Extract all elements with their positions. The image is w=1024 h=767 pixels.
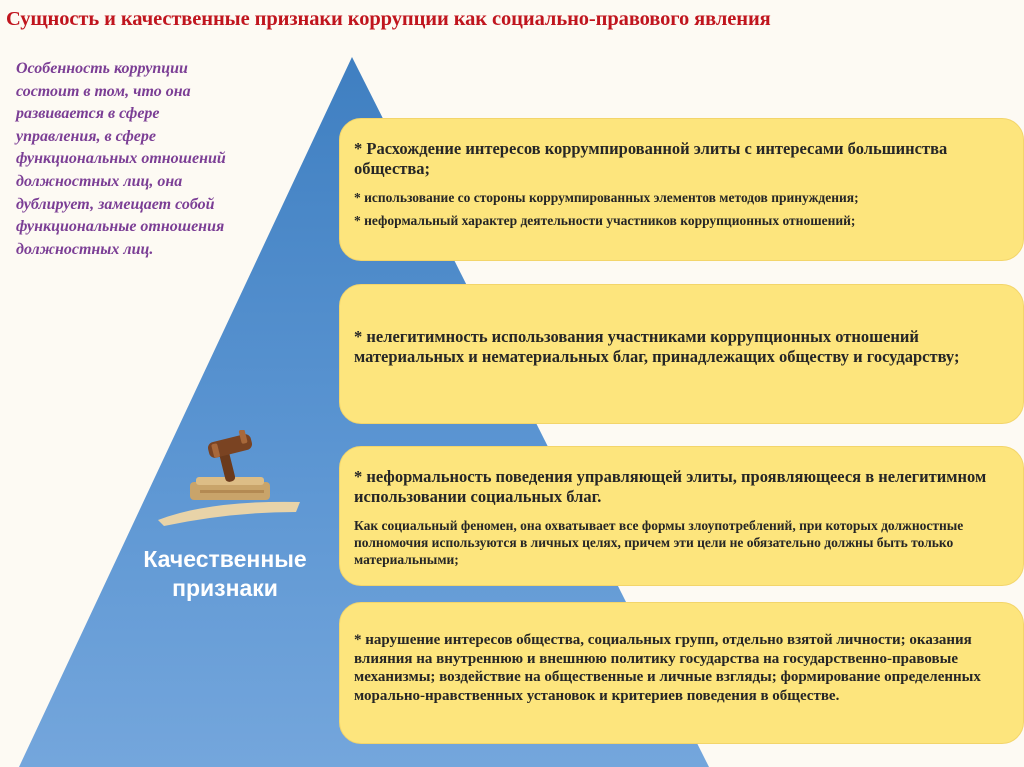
slide-title: Сущность и качественные признаки коррупции как социально-правового явления (6, 8, 771, 30)
feature-card-4 (339, 602, 1024, 744)
card-1-heading: * Расхождение интересов коррумпированной элиты с интересами большинства общества; (354, 139, 948, 178)
gavel-icon (150, 430, 310, 530)
card-1-item-2: * неформальный характер деятельности участников коррупционных отношений; (354, 213, 856, 228)
pyramid-label (120, 545, 330, 603)
card-2-heading: * нелегитимность использования участниками коррупционных отношений материальных и нематериальных благ, принадлежащих обществу и государству; (354, 327, 960, 366)
feature-card-1 (339, 118, 1024, 261)
pyramid-label-line2: признаки (172, 575, 278, 601)
feature-card-3 (339, 446, 1024, 586)
card-3-heading: * неформальность поведения управляющей элиты, проявляющееся в нелегитимном использовании социальных благ. (354, 467, 987, 506)
card-3-note: Как социальный феномен, она охватывает все формы злоупотреблений, при которых должностные полномочия используются в личных целях, причем эти цели не обязательно должны быть только материальными; (354, 518, 964, 567)
feature-card-2 (339, 284, 1024, 424)
pyramid-label-line1: Качественные (143, 546, 307, 572)
card-1-item-1: * использование со стороны коррумпированных элементов методов принуждения; (354, 190, 859, 205)
side-note: Особенность коррупции состоит в том, что она развивается в сфере управления, в сфере функциональных отношений должностных лиц, она дублирует, замещает собой функциональные отношения должностных лиц. (16, 60, 226, 258)
card-4-text: * нарушение интересов общества, социальных групп, отдельно взятой личности; оказания влияния на внутреннюю и внешнюю политику государства на государственно-правовые механизмы; воздействие на общественные и личные взгляды; формирование определенных морально-нравственных установок и критериев поведения в обществе. (354, 632, 981, 704)
